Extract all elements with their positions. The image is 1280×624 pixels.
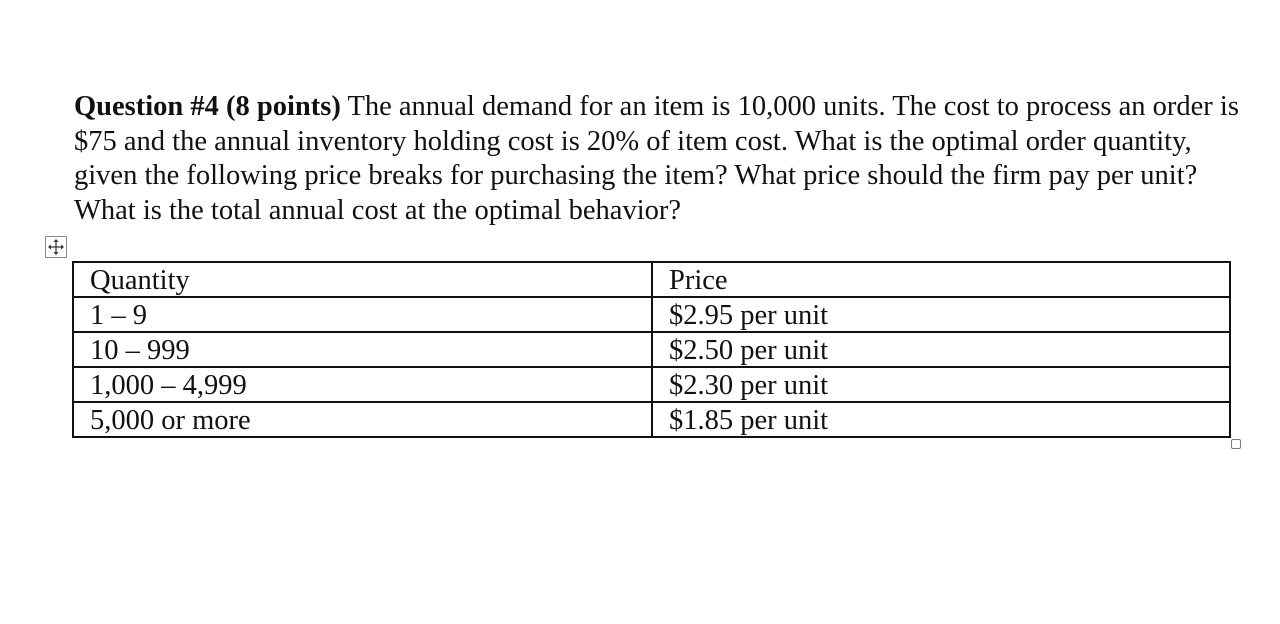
quantity-cell: 1,000 – 4,999	[73, 367, 652, 402]
price-break-table	[72, 261, 1231, 438]
header-quantity: Quantity	[73, 262, 652, 297]
price-cell: $2.50 per unit	[652, 332, 1230, 367]
table-row	[73, 332, 1230, 367]
table-resize-handle[interactable]	[1231, 439, 1241, 449]
quantity-cell: 10 – 999	[73, 332, 652, 367]
table-move-handle[interactable]	[45, 236, 67, 258]
price-cell: $1.85 per unit	[652, 402, 1230, 437]
header-price: Price	[652, 262, 1230, 297]
question-text: The annual demand for an item is 10,000 units. The cost to process an order is $75 and the annual inventory holding cost is 20% of item cost. What is the optimal order quantity, given the following price breaks for purchasing the item? What price should the firm pay per unit? What is the total annual cost at the optimal behavior?	[74, 91, 1239, 226]
quantity-cell: 1 – 9	[73, 297, 652, 332]
table-row	[73, 367, 1230, 402]
table-row	[73, 297, 1230, 332]
price-cell: $2.30 per unit	[652, 367, 1230, 402]
move-arrows-icon	[46, 237, 66, 257]
question-label: Question #4 (8 points)	[74, 91, 341, 122]
table-row	[73, 402, 1230, 437]
table-header-row	[73, 262, 1230, 297]
quantity-cell: 5,000 or more	[73, 402, 652, 437]
question-paragraph	[74, 90, 1244, 228]
price-cell: $2.95 per unit	[652, 297, 1230, 332]
